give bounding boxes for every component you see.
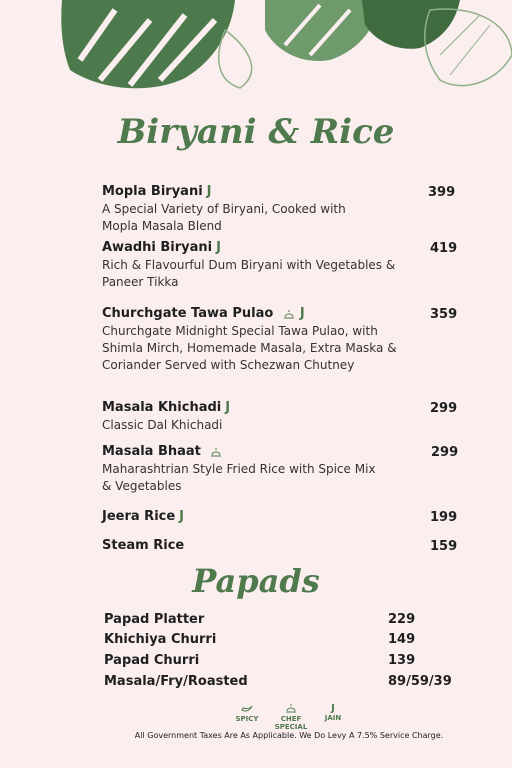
chef-special-icon xyxy=(282,309,296,319)
jain-icon: J xyxy=(331,703,335,714)
legend-jain-label: JAIN xyxy=(324,714,342,722)
section-title-papads: Papads xyxy=(192,562,320,600)
item-price: 399 xyxy=(428,185,456,200)
legend-spicy xyxy=(232,703,262,723)
item-name: Jeera Rice xyxy=(102,509,176,524)
leaf-large-left xyxy=(61,0,235,88)
item-price: 299 xyxy=(431,445,459,460)
legend-jain xyxy=(320,703,346,722)
leaf-outline-middle xyxy=(219,30,252,88)
papad-item-price: 229 xyxy=(388,612,416,627)
papad-item-name: Papad Platter xyxy=(104,612,205,627)
menu-item xyxy=(102,239,432,291)
footer-tax-note: All Government Taxes Are As Applicable. We Do Levy A 7.5% Service Charge. xyxy=(134,731,444,740)
jain-icon: J xyxy=(179,509,185,524)
item-name: Steam Rice xyxy=(102,538,185,553)
papad-item-name: Khichiya Churri xyxy=(104,632,217,647)
jain-icon: J xyxy=(216,240,221,255)
menu-item xyxy=(102,305,432,374)
item-description: Maharashtrian Style Fried Rice with Spice Mix & Vegetables xyxy=(102,462,376,493)
menu-item xyxy=(102,183,432,235)
menu-item xyxy=(102,443,432,495)
monstera-leaves-decoration xyxy=(0,0,512,100)
legend-chef-label: CHEF SPECIAL xyxy=(274,715,308,731)
legend-spicy-label: SPICY xyxy=(235,715,259,723)
item-name: Awadhi Biryani xyxy=(102,240,213,255)
menu-item xyxy=(102,537,432,555)
item-price: 199 xyxy=(430,510,458,525)
item-name: Masala Khichadi xyxy=(102,400,222,415)
item-name: Masala Bhaat xyxy=(102,444,201,459)
item-description: Classic Dal Khichadi xyxy=(102,418,223,432)
chef-special-icon xyxy=(284,703,298,713)
item-price: 159 xyxy=(430,539,458,554)
papad-item-name: Papad Churri xyxy=(104,653,200,668)
leaf-right-dark xyxy=(362,0,460,49)
item-description: Churchgate Midnight Special Tawa Pulao, with Shimla Mirch, Homemade Masala, Extra Maska & Coriander Served with Schezwan Chutney xyxy=(102,324,397,372)
jain-icon: J xyxy=(225,400,231,415)
leaf-center xyxy=(265,0,380,61)
item-price: 419 xyxy=(430,241,458,256)
legend-chef-special xyxy=(264,703,318,731)
menu-item xyxy=(102,508,432,526)
item-name: Mopla Biryani xyxy=(102,184,203,199)
papad-item-price: 149 xyxy=(388,632,416,647)
chef-special-icon xyxy=(209,447,223,457)
item-price: 359 xyxy=(430,307,458,322)
papad-item-name: Masala/Fry/Roasted xyxy=(104,674,248,689)
item-description: A Special Variety of Biryani, Cooked with Mopla Masala Blend xyxy=(102,202,346,233)
section-title-biryani-rice: Biryani & Rice xyxy=(117,112,395,152)
item-price: 299 xyxy=(430,401,458,416)
item-description: Rich & Flavourful Dum Biryani with Vegetables & Paneer Tikka xyxy=(102,258,396,289)
papad-item-price: 139 xyxy=(388,653,416,668)
spicy-icon xyxy=(240,703,254,713)
papad-item-price: 89/59/39 xyxy=(388,674,452,689)
menu-item xyxy=(102,399,432,434)
item-name: Churchgate Tawa Pulao xyxy=(102,306,274,321)
jain-icon: J xyxy=(206,184,212,199)
jain-icon: J xyxy=(299,306,305,321)
